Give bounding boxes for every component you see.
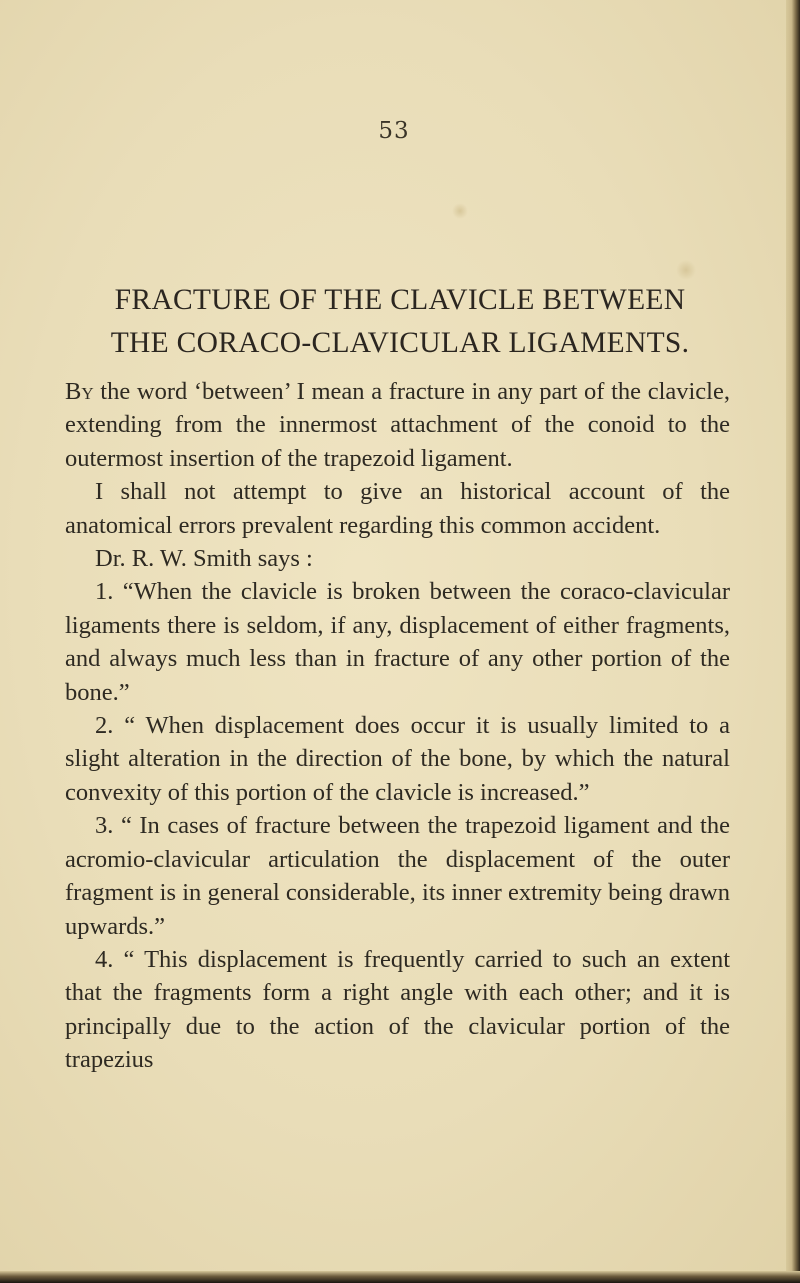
paragraph-text: the word ‘between’ I mean a fracture in any part of the clavicle, extending from the innermost attachment of the conoid to the outermost insertion of the trapezoid ligament. — [65, 378, 730, 472]
page-right-edge — [786, 0, 800, 1283]
paragraph-quote-1: 1. “When the clavicle is broken between the coraco-clavicular ligaments there is seldom, if any, displacement of either fragments, and always much less than in fracture of any other portion of the bone.” — [65, 578, 730, 706]
chapter-heading-line-1: FRACTURE OF THE CLAVICLE BETWEEN — [114, 284, 686, 316]
paragraph-quote-2: 2. “ When displacement does occur it is usually limited to a slight alteration in the direction of the bone, by which the natural convexity of this portion of the clavicle is increased.” — [65, 712, 730, 806]
paragraph-quote-3: 3. “ In cases of fracture between the trapezoid ligament and the acromio-clavicular articulation the displacement of the outer fragment is in general considerable, its inner extremity being drawn upwards.” — [65, 812, 730, 940]
paragraph-definition — [65, 375, 730, 475]
paragraph-smith-intro: Dr. R. W. Smith says : — [95, 545, 313, 573]
page-number: 53 — [378, 118, 410, 144]
chapter-heading-line-2: THE CORACO-CLAVICULAR LIGAMENTS. — [110, 327, 690, 359]
paragraph-quote-4: 4. “ This displacement is frequently carried to such an extent that the fragments form a right angle with each other; and it is principally due to the action of the clavicular portion of the trapezius — [65, 945, 730, 1074]
body-text — [65, 375, 730, 1077]
paper-spot — [452, 203, 468, 219]
page-bottom-edge — [0, 1271, 800, 1283]
paper-spot — [676, 260, 696, 280]
paragraph-historical: I shall not attempt to give an historical account of the anatomical errors prevalent regarding this common accident. — [65, 478, 730, 539]
paragraph-lead-word: By — [65, 378, 94, 405]
